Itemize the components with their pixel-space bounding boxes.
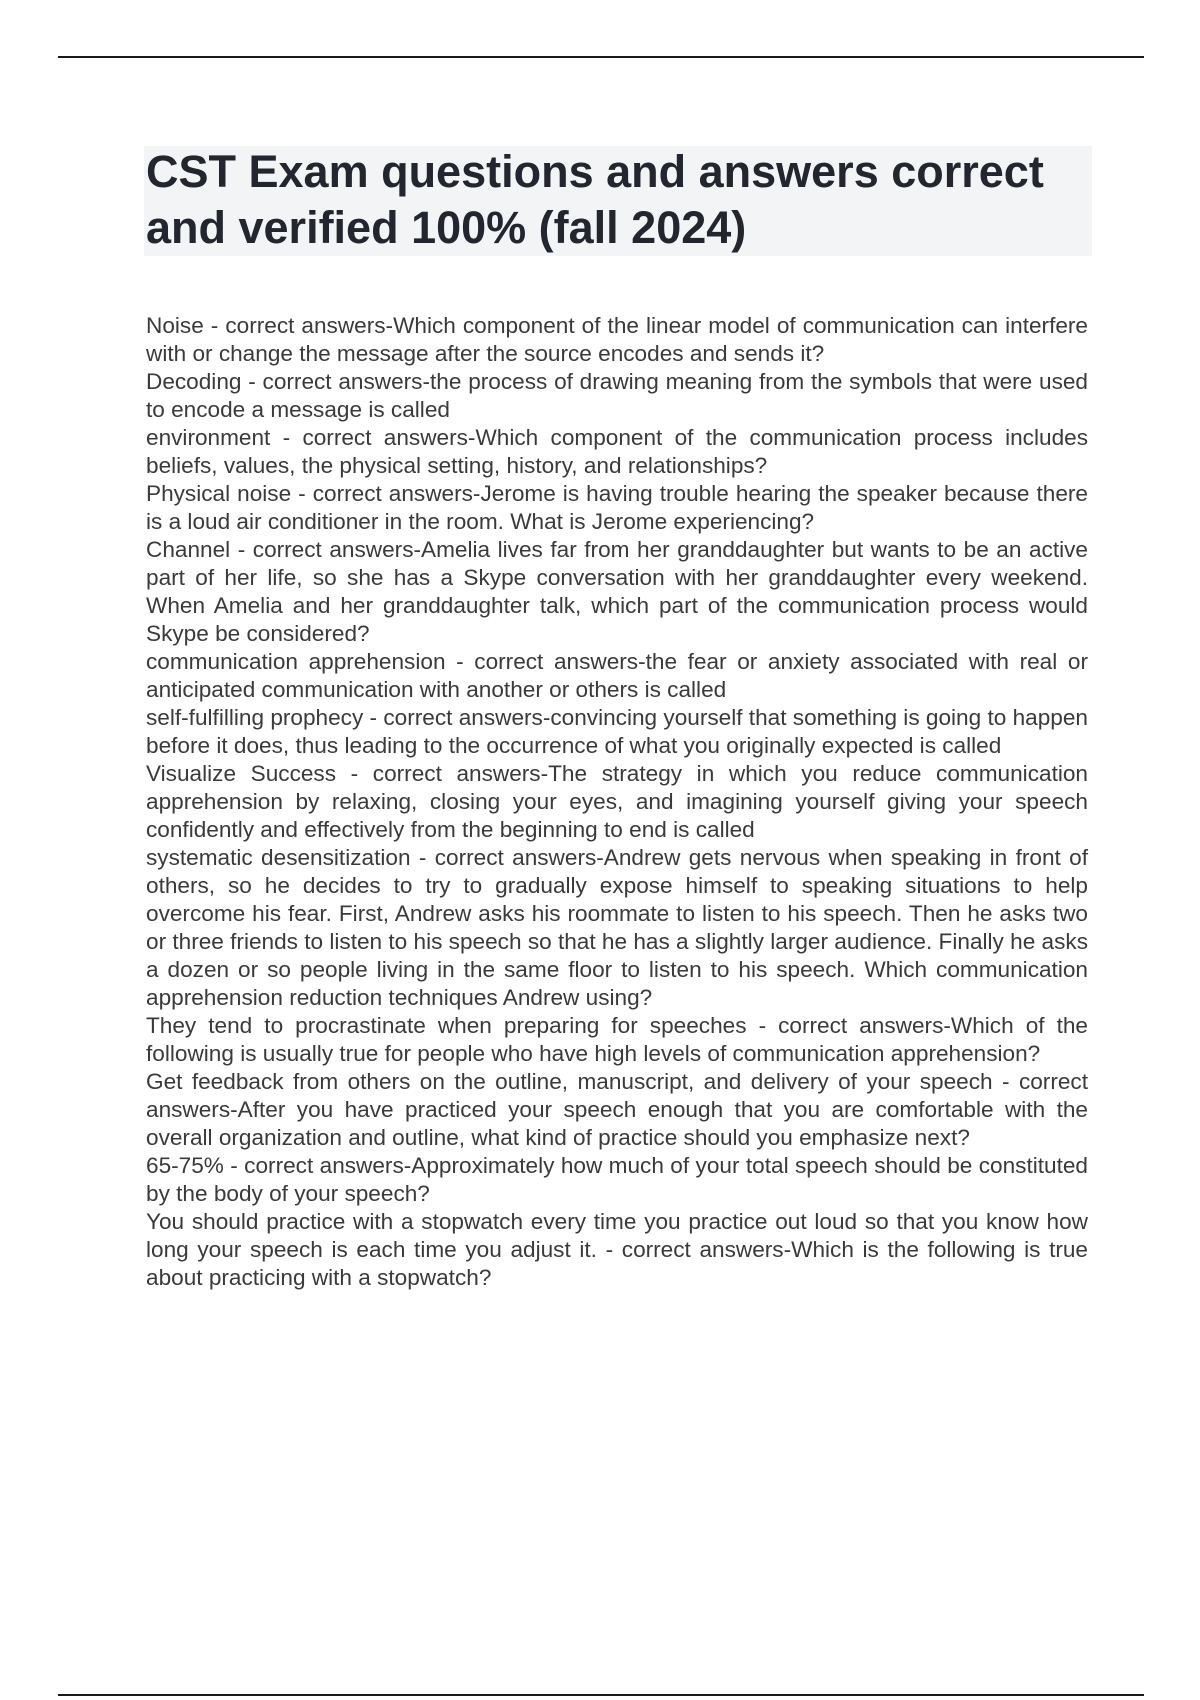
qa-entry: Get feedback from others on the outline, manuscript, and delivery of your speech - correct answers-After you have practiced your speech enough that you are comfortable with the overall organization and outline, what kind of practice should you emphasize next?: [146, 1069, 1088, 1150]
qa-entry: systematic desensitization - correct answers-Andrew gets nervous when speaking in front of others, so he decides to try to gradually expose himself to speaking situations to help overcome his fear. First, Andrew asks his roommate to listen to his speech. Then he asks two or three friends to listen to his speech so that he has a slightly larger audience. Finally he asks a dozen or so people living in the same floor to listen to his speech. Which communication apprehension reduction techniques Andrew using?: [146, 845, 1088, 1010]
qa-entry: You should practice with a stopwatch every time you practice out loud so that you know how long your speech is each time you adjust it. - correct answers-Which is the following is true about practicing with a stopwatch?: [146, 1209, 1088, 1290]
qa-entry: Channel - correct answers-Amelia lives far from her granddaughter but wants to be an active part of her life, so she has a Skype conversation with her granddaughter every weekend. When Amelia and her granddaughter talk, which part of the communication process would Skype be considered?: [146, 537, 1088, 646]
document-title: CST Exam questions and answers correct and verified 100% (fall 2024): [146, 146, 1044, 253]
top-rule: [58, 56, 1144, 58]
qa-entry: environment - correct answers-Which component of the communication process includes beliefs, values, the physical setting, history, and relationships?: [146, 425, 1088, 478]
bottom-rule: [58, 1694, 1144, 1696]
qa-content: [146, 312, 1088, 1292]
qa-entry: 65-75% - correct answers-Approximately how much of your total speech should be constituted by the body of your speech?: [146, 1153, 1088, 1206]
qa-entry: They tend to procrastinate when preparing for speeches - correct answers-Which of the following is usually true for people who have high levels of communication apprehension?: [146, 1013, 1088, 1066]
qa-entry: Visualize Success - correct answers-The strategy in which you reduce communication apprehension by relaxing, closing your eyes, and imagining yourself giving your speech confidently and effectively from the beginning to end is called: [146, 761, 1088, 842]
qa-entry: Noise - correct answers-Which component of the linear model of communication can interfere with or change the message after the source encodes and sends it?: [146, 313, 1088, 366]
qa-entry: Decoding - correct answers-the process of drawing meaning from the symbols that were used to encode a message is called: [146, 369, 1088, 422]
qa-entry: communication apprehension - correct answers-the fear or anxiety associated with real or anticipated communication with another or others is called: [146, 649, 1088, 702]
qa-entry: self-fulfilling prophecy - correct answers-convincing yourself that something is going to happen before it does, thus leading to the occurrence of what you originally expected is called: [146, 705, 1088, 758]
qa-entry: Physical noise - correct answers-Jerome is having trouble hearing the speaker because there is a loud air conditioner in the room. What is Jerome experiencing?: [146, 481, 1088, 534]
